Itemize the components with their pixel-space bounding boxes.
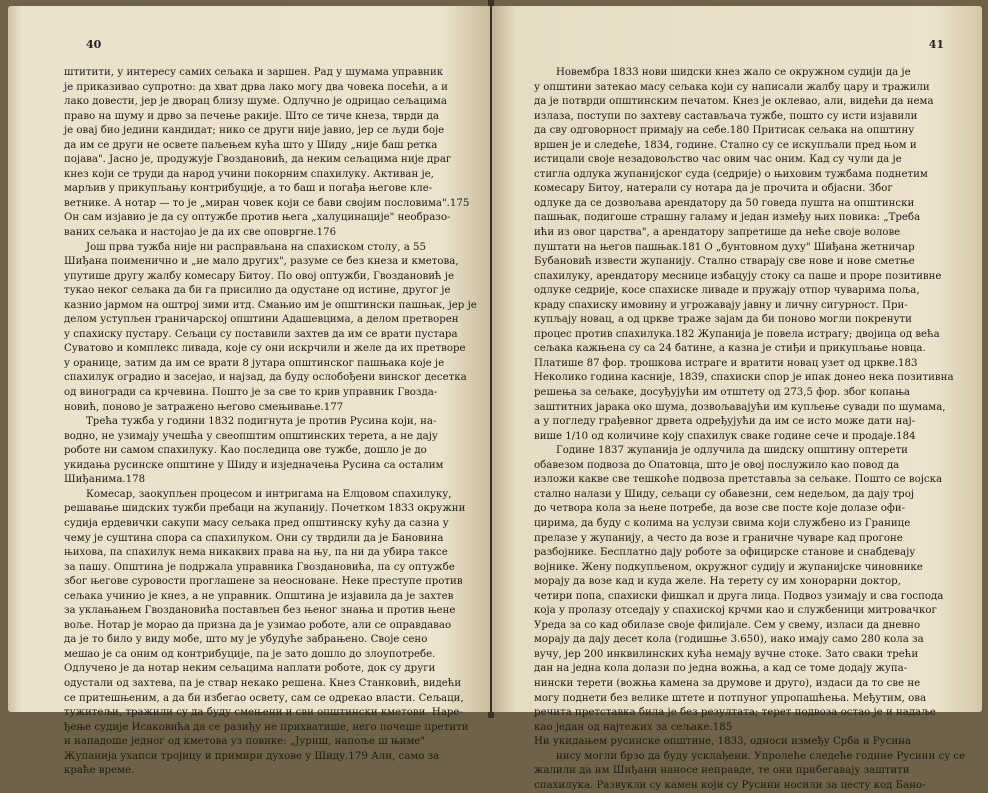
text-line: у оранице, затим да им се врати 8 јутара општинског пашњака које је bbox=[64, 357, 445, 369]
text-line: да је то било у виду мобе, што му је убудуће забрањено. Своје сено bbox=[64, 634, 428, 646]
text-line: марљив у прикупљању контрибуције, а то баш и погађа његове кле- bbox=[64, 183, 433, 195]
text-line: да сву одговорност примају на себе.180 Притисак сељака на општину bbox=[534, 125, 915, 137]
text-line: одлуке седрије, косе спахиске ливаде и пружају отпор чуварима поља, bbox=[534, 285, 920, 297]
text-line: у спахиску пустару. Сељаци су поставили захтев да им се врати пустара bbox=[64, 328, 458, 340]
text-line: је приказивао супротно: да хват дрва лако могу два човека посећи, а и bbox=[64, 81, 448, 93]
text-line: Шиђана поименично и „не мало других", разуме се без кнеза и кметова, bbox=[64, 256, 459, 268]
left-page-text bbox=[64, 66, 477, 779]
right-page bbox=[492, 6, 982, 791]
text-line: могу поднети без велике штете и потпуног упропашћења. Међутим, ова bbox=[534, 692, 927, 704]
text-line: Платише 87 фор. трошкова истраге и вратити новац узет од цркве.183 bbox=[534, 357, 918, 369]
text-line: тужитељи, тражили су да буду смењени и сви општински кметови. Наре- bbox=[64, 707, 463, 719]
text-line: Комесар, заокупљен процесом и интригама на Елцовом спахилуку, bbox=[86, 488, 452, 500]
text-line: обавезом подвоза до Опатовца, што је овој послужило као повод да bbox=[534, 459, 900, 471]
text-line: морају да дају десет кола (годишње 3.650), иако имају само 280 кола за bbox=[534, 634, 924, 646]
text-line: решавање шидских тужби пребаци на жупанију. Почетком 1833 окружни bbox=[64, 503, 466, 515]
text-line: краду спахиску имовину и угрожавају јавну и личну сигурност. При- bbox=[534, 299, 908, 311]
text-line: купљају новац, а од цркве траже зајам да би поново могли покренути bbox=[534, 314, 912, 326]
text-line: спахилука. Развукли су камен који су Русини носили за цесту код Бано- bbox=[534, 779, 926, 791]
text-line: речита претставка била је без резултата; терет подвоза остао је и надаље bbox=[534, 707, 936, 719]
text-line: Он сам изјавио је да су оптужбе против њега „халуцинације" необразо- bbox=[64, 212, 451, 224]
text-line: је овај био једини кандидат; нико се други није јавио, јер се људи боје bbox=[64, 125, 445, 137]
text-line: нису могли брзо да буду усклађени. Упролеће следеће године Русини су се bbox=[556, 750, 966, 762]
text-line: а у погледу грађевног дрвета одређујући да им се исто може дати нај- bbox=[534, 416, 916, 428]
right-page-text bbox=[534, 66, 966, 793]
text-line: Ни укидањем русинске општине, 1833, односи између Срба и Русина bbox=[534, 736, 911, 748]
text-line: излаза, поступи по захтеву састављача тужбе, пошто су исти изјавили bbox=[534, 110, 918, 122]
text-line: вршен је и следеће, 1834, године. Стално су се искупљали пред њом и bbox=[534, 139, 917, 151]
text-line: морају да возе кад и куда желе. На терету су им хонорарни доктор, bbox=[534, 576, 901, 588]
text-line: спахилук оградио и засејао, и најзад, да буду ослобођени винског десетка bbox=[64, 372, 467, 384]
text-line: краће време. bbox=[64, 765, 135, 777]
text-line: укидања русинске општине у Шиду и изједначења Русина са осталим bbox=[64, 459, 444, 471]
text-line: у општини затекао масу сељака који су написали жалбу цару и тражили bbox=[534, 81, 930, 93]
text-line: лако довести, јер је дворац близу шуме. Одлучно је одрицао сељацима bbox=[64, 96, 447, 108]
text-line: штитити, у интересу самих сељака и заршен. Рад у шумама управник bbox=[64, 67, 444, 78]
text-line: Уреда за со кад обилазе своје филијале. Сем у свему, изласи да дневно bbox=[534, 619, 921, 631]
text-line: ђење судије Исаковића да се разиђу не прихватише, него почеше претити bbox=[64, 721, 469, 733]
text-line: новић, поново је затражено његово смењивање.177 bbox=[64, 401, 344, 413]
text-line: Неколико година касније, 1839, спахиски спор је ипак донео нека позитивна bbox=[534, 372, 954, 384]
text-line: водно, не узимају учешћа у свеопштим општинских терета, а не дају bbox=[64, 430, 438, 442]
text-line: заштитних јарака око шума, дозвољавајући им купљење сувади по шумама, bbox=[534, 401, 946, 413]
text-line: роботе ни самом спахилуку. Као последица ове тужбе, дошло је до bbox=[64, 445, 427, 457]
text-line: стигла одлука жупанијског суда (седрије) о њиховим тужбама поднетим bbox=[534, 168, 928, 180]
text-line: више 1/10 од количине коју спахилук сваке године сече и продаје.184 bbox=[534, 430, 916, 442]
text-line: пуштати на његов пашњак.181 О „бунтовном духу" Шиђана жетничар bbox=[534, 241, 915, 253]
text-line: за пашу. Општина је подржала управника Гвоздановића, па су оптужбе bbox=[64, 561, 455, 573]
text-line: решења за сељаке, досуђујући им отштету од 273,5 фор. због копања bbox=[534, 387, 910, 399]
text-line: стално налази у Шиду, сељаци су обавезни, сем недељом, да дају трој bbox=[534, 488, 914, 500]
text-line: Одлучено је да нотар неким сељацима наплати роботе, док су други bbox=[64, 663, 436, 675]
text-line: Године 1837 жупанија је одлучила да шидску општину оптерети bbox=[556, 445, 908, 457]
text-line: ићи из овог царства", а арендатору запретише да неће своје волове bbox=[534, 227, 901, 239]
text-line: воље. Нотар је морао да призна да је узимао роботе, али се оправдавао bbox=[64, 619, 452, 631]
text-line: кнез који се труди да народ учини покорним спахилуку. Активан је, bbox=[64, 168, 434, 180]
text-line: процес против спахилука.182 Жупанија је повела истрагу; двојица од већа bbox=[534, 328, 940, 340]
text-line: Трећа тужба у години 1832 подигнута је против Русина који, на- bbox=[86, 416, 437, 428]
text-line: сељака кажњена су са 24 батине, а казна је стиђи и прикупљање новца. bbox=[534, 343, 926, 355]
text-line: Жупанија ухапси тројицу и примири духове у Шиду.179 Али, само за bbox=[64, 750, 440, 762]
left-page bbox=[8, 6, 490, 777]
text-line: појава". Јасно је, продужује Гвоздановић, да неким сељацима није драг bbox=[64, 154, 452, 166]
text-line: њихова, па спахилук нема никаквих права на њу, па ни да убира таксе bbox=[64, 547, 448, 559]
text-line: делом уступљен граничарској општини Адашевцима, а делом претворен bbox=[64, 314, 459, 326]
text-line: прелазе у жупанију, а често да возе и граничне чуваре кад прогоне bbox=[534, 532, 903, 544]
text-line: Новембра 1833 нови шидски кнез жало се окружном судији да је bbox=[556, 67, 911, 78]
text-line: Шиђанима.178 bbox=[64, 474, 146, 486]
text-line: ветнике. А нотар — то је „миран човек који се бави својим пословима".175 bbox=[64, 197, 470, 209]
text-line: изложи какве све тешкоће подвоза претставља за сељаке. Пошто се војска bbox=[534, 474, 943, 486]
text-line: комесару Битоу, натерали су нотара да је прочита и објасни. Због bbox=[534, 183, 893, 195]
text-line: да им се други не освете паљењем кућа што у Шиду „није баш ретка bbox=[64, 139, 438, 151]
text-line: за уклањањем Гвоздановића постављен без њеног знања и против њене bbox=[64, 605, 456, 617]
text-line: право на шуму и дрво за печење ракије. Што се тиче кнеза, тврди да bbox=[64, 110, 439, 122]
text-line: судија ердевички сакупи масу сељака пред општинску кућу да сазна у bbox=[64, 517, 449, 529]
text-line: казнио јармом на оштрој зими итд. Смањио им је општински пашњак, јер је bbox=[64, 299, 477, 311]
text-line: одустали од захтева, па је ствар некако решена. Кнез Станковић, видећи bbox=[64, 677, 462, 689]
text-line: војнике. Жену подкупљеном, окружног судију и жупанијске чиновнике bbox=[534, 561, 923, 573]
text-line: четири попа, спахиски фишкал и друга лица. Подвоз узимају и сва господа bbox=[534, 590, 944, 602]
text-line: одлуке да се дозвољава арендатору да 50 говеда пушта на општински bbox=[534, 197, 915, 209]
text-line: због његове суровости проглашене за неосноване. Неке преступе против bbox=[64, 576, 463, 588]
text-line: од виногради са крчевина. Пошто је за све то крив управник Гвозда- bbox=[64, 387, 438, 399]
text-line: тукао неког сељака да би га присилио да одустане од истине, другог је bbox=[64, 285, 451, 297]
text-line: Још прва тужба није ни расправљана на спахиском столу, а 55 bbox=[86, 241, 427, 253]
text-line: да је потврди општинским печатом. Кнез је оклевао, али, видећи да нема bbox=[534, 96, 934, 108]
text-line: упутише другу жалбу комесару Битоу. По овој оптужби, Гвоздановић је bbox=[64, 270, 455, 282]
text-line: Бубановић извести жупанију. Стално стварају све нове и нове сметње bbox=[534, 256, 915, 268]
text-line: дан на једна кола долази по једна вожња, а кад се томе додају жупа- bbox=[534, 663, 908, 675]
text-line: пашњак, подигоше страшну галаму и један између њих повика: „Треба bbox=[534, 212, 921, 224]
text-line: као један од најтежих за сељаке.185 bbox=[534, 721, 733, 733]
text-line: и нападоше једног од кметова уз повике: „Јуриш, напоље ш њиме" bbox=[64, 736, 426, 748]
page-number-right: 41 bbox=[928, 38, 944, 51]
text-line: вучу, јер 200 инквилинских кућа немају вучне стоке. Зато сваки трећи bbox=[534, 648, 919, 660]
text-line: жалили да им Шиђани наносе неправде, те они прибегавају заштити bbox=[534, 765, 910, 777]
page-number-left: 40 bbox=[86, 38, 102, 51]
text-line: Суватово и комплекс ливада, које су они искрчили и желе да их претворе bbox=[64, 343, 466, 355]
text-line: се притешњеним, а да би избегао освету, сам се одрекао власти. Сељаци, bbox=[64, 692, 464, 704]
text-line: до четвора кола за њене потребе, да возе све посте које долазе офи- bbox=[534, 503, 906, 515]
text-line: нински терети (вожња камена за друмове и друго), издаси да то све не bbox=[534, 677, 921, 689]
text-line: сељака учинио је кнез, а не управник. Општина је изјавила да је захтев bbox=[64, 590, 454, 602]
text-line: чему је суштина спора са спахилуком. Они су тврдили да је Бановина bbox=[64, 532, 444, 544]
text-line: спахилуку, арендатору меснице избацују стоку са паше и прорe позитивне bbox=[534, 270, 942, 282]
text-line: ваних сељака и настојао је да их све оповргне.176 bbox=[64, 227, 337, 239]
text-line: мешао је са оним од контрибуције, па је зато дошло до злоупотребе. bbox=[64, 648, 436, 660]
text-line: истицали своје незадовољство час овим час оним. Кад су чули да је bbox=[534, 154, 902, 166]
text-line: цирима, да буду с колима на услузи свима који службено из Границе bbox=[534, 517, 911, 529]
text-line: разбојнике. Бесплатно дају роботе за официрске станове и снабдевају bbox=[534, 547, 916, 559]
text-line: која у пролазу отседају у спахиској крчми као и службеници митровачког bbox=[534, 605, 937, 617]
